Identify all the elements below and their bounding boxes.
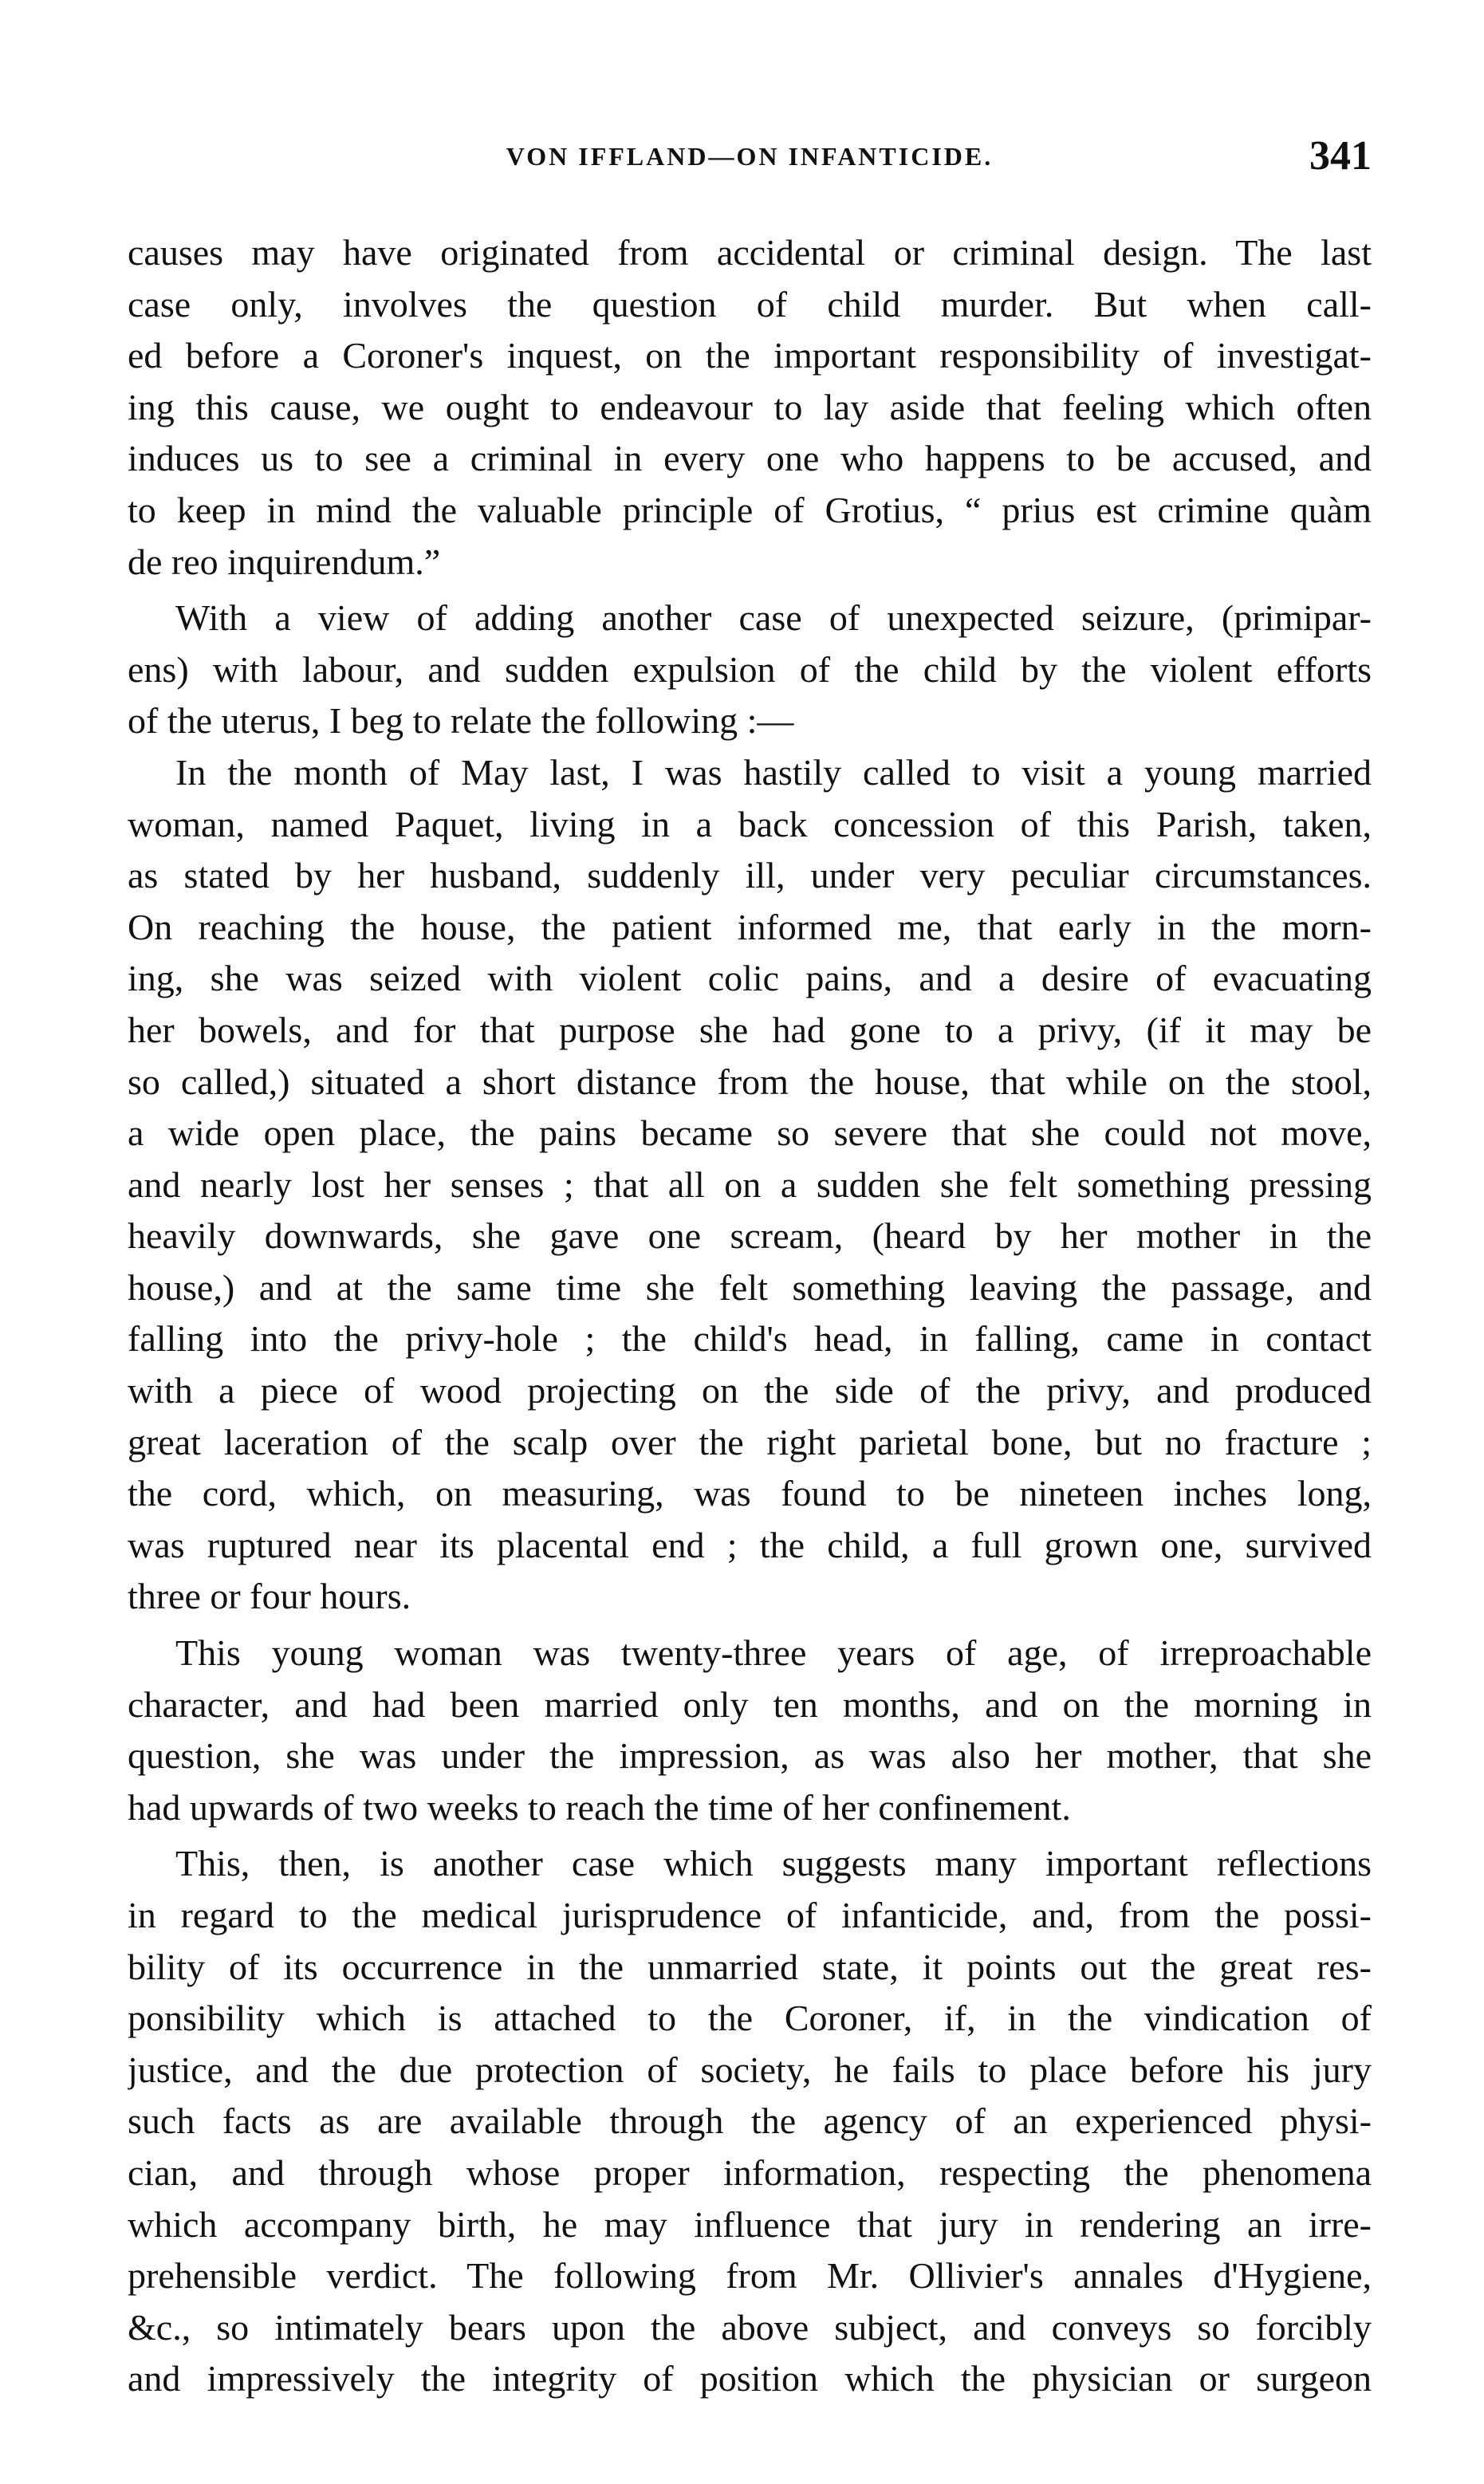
text-line: de reo inquirendum.” xyxy=(128,541,441,582)
paragraph-first-line: This, then, is another case which suggests many important reflections xyxy=(175,1843,1372,1884)
text-line: house,) and at the same time she felt something leaving the passage, and xyxy=(128,1266,1372,1308)
text-line: great laceration of the scalp over the right parietal bone, but no fracture ; xyxy=(128,1421,1372,1462)
text-line: ed before a Coroner's inquest, on the important responsibility of investigat- xyxy=(128,335,1372,376)
text-line: as stated by her husband, suddenly ill, under very peculiar circumstances. xyxy=(128,855,1372,896)
running-title: VON IFFLAND—ON INFANTICIDE. xyxy=(506,142,994,171)
text-line: and impressively the integrity of position which the physician or surgeon xyxy=(128,2358,1372,2399)
text-line: bility of its occurrence in the unmarried state, it points out the great res- xyxy=(128,1946,1372,1987)
text-line: On reaching the house, the patient informed me, that early in the morn- xyxy=(128,906,1372,947)
text-line: &c., so intimately bears upon the above subject, and conveys so forcibly xyxy=(128,2306,1372,2348)
text-line: character, and had been married only ten months, and on the morning in xyxy=(128,1683,1372,1725)
text-line: ens) with labour, and sudden expulsion of the child by the violent efforts xyxy=(128,648,1372,690)
text-line: ing, she was seized with violent colic pains, and a desire of evacuating xyxy=(128,958,1372,999)
text-line: of the uterus, I beg to relate the following :— xyxy=(128,700,794,742)
text-line: ing this cause, we ought to endeavour to lay aside that feeling which often xyxy=(128,386,1372,427)
text-line: to keep in mind the valuable principle of Grotius, “ prius est crimine quàm xyxy=(128,489,1372,530)
text-line: such facts as are available through the agency of an experienced physi- xyxy=(128,2100,1372,2142)
text-line: causes may have originated from accidental or criminal design. The last xyxy=(128,232,1372,273)
text-line: and nearly lost her senses ; that all on a sudden she felt something pressing xyxy=(128,1163,1372,1205)
paragraph-first-line: With a view of adding another case of unexpected seizure, (primipar- xyxy=(175,597,1372,639)
text-line: a wide open place, the pains became so severe that she could not move, xyxy=(128,1112,1372,1154)
text-line: question, she was under the impression, as was also her mother, that she xyxy=(128,1735,1372,1777)
text-line: ponsibility which is attached to the Coroner, if, in the vindication of xyxy=(128,1998,1372,2039)
body-text xyxy=(128,227,1372,2405)
text-line: woman, named Paquet, living in a back concession of this Parish, taken, xyxy=(128,803,1372,844)
text-line: cian, and through whose proper information, respecting the phenomena xyxy=(128,2151,1372,2193)
paragraph-first-line: In the month of May last, I was hastily called to visit a young married xyxy=(175,751,1372,793)
running-head xyxy=(128,133,1372,190)
text-line: so called,) situated a short distance from the house, that while on the stool, xyxy=(128,1061,1372,1102)
text-line: which accompany birth, he may influence that jury in rendering an irre- xyxy=(128,2203,1372,2245)
text-line: case only, involves the question of child murder. But when call- xyxy=(128,283,1372,325)
text-line: prehensible verdict. The following from Mr. Ollivier's annales d'Hygiene, xyxy=(128,2255,1372,2297)
text-line: the cord, which, on measuring, was found to be nineteen inches long, xyxy=(128,1473,1372,1514)
text-line: justice, and the due protection of society, he fails to place before his jury xyxy=(128,2049,1372,2090)
text-line: with a piece of wood projecting on the side of the privy, and produced xyxy=(128,1370,1372,1411)
text-line: three or four hours. xyxy=(128,1576,411,1617)
text-line: heavily downwards, she gave one scream, (heard by her mother in the xyxy=(128,1215,1372,1257)
text-line: her bowels, and for that purpose she had gone to a privy, (if it may be xyxy=(128,1009,1372,1050)
text-line: was ruptured near its placental end ; the child, a full grown one, survived xyxy=(128,1524,1372,1565)
text-line: had upwards of two weeks to reach the time of her confinement. xyxy=(128,1786,1071,1828)
text-line: falling into the privy-hole ; the child's head, in falling, came in contact xyxy=(128,1318,1372,1360)
paragraph-first-line: This young woman was twenty-three years of age, of irreproachable xyxy=(175,1632,1372,1674)
text-line: induces us to see a criminal in every one who happens to be accused, and xyxy=(128,438,1372,479)
page-number: 341 xyxy=(1309,133,1372,179)
text-line: in regard to the medical jurisprudence of infanticide, and, from the possi- xyxy=(128,1895,1372,1935)
